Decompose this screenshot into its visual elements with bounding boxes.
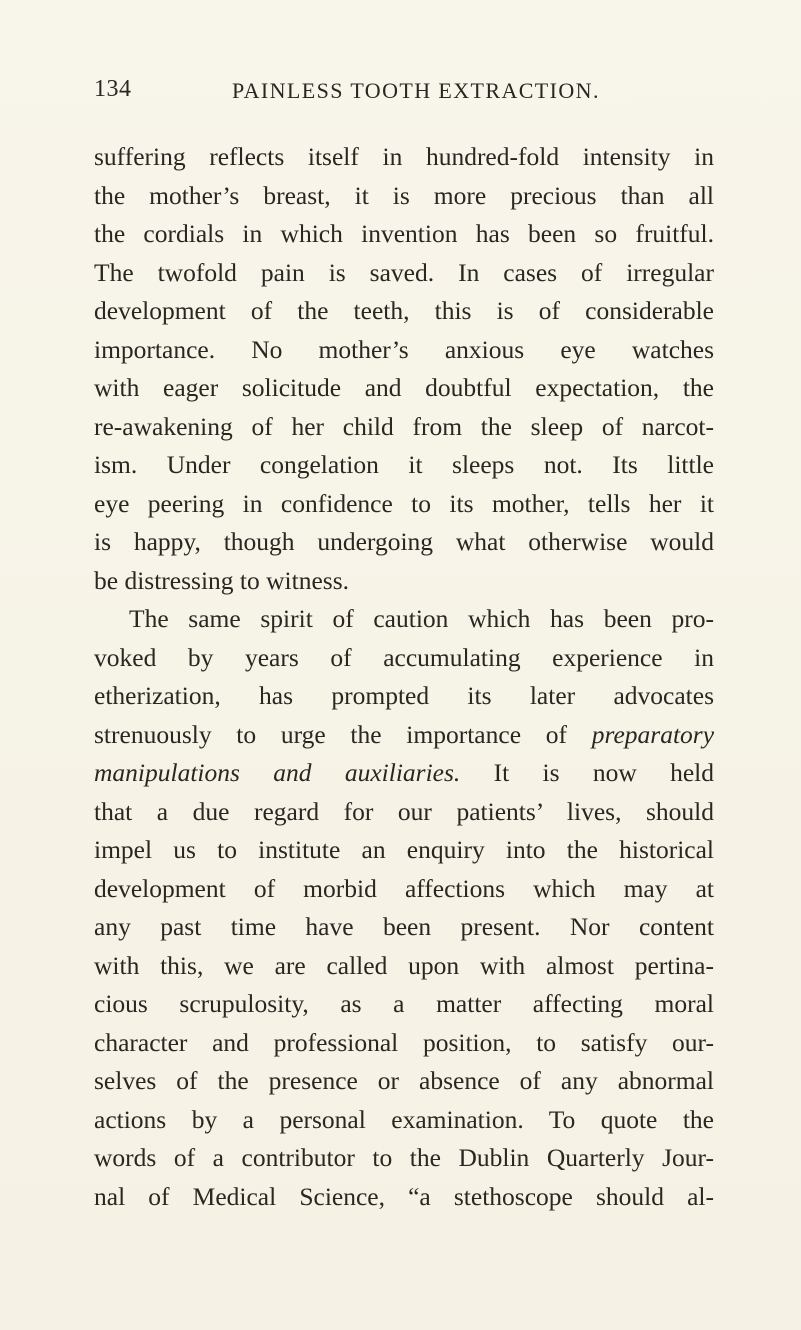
text-line: eye peering in confidence to its mother, tells her it <box>94 488 714 518</box>
page-header <box>94 76 714 112</box>
text-line: with eager solicitude and doubtful expectation, the <box>94 373 714 402</box>
page-number: 134 <box>94 76 132 102</box>
text-line: etherization, has prompted its later advocates <box>94 681 714 710</box>
text-line: re-awakening of her child from the sleep of narcot- <box>94 411 714 441</box>
text-line: nal of Medical Science, “a stethoscope should al- <box>94 1181 714 1211</box>
running-head: PAINLESS TOOTH EXTRACTION. <box>232 78 600 103</box>
text-line: words of a contributor to the Dublin Quarterly Jour- <box>94 1143 714 1172</box>
text-line: The twofold pain is saved. In cases of irregular <box>94 257 714 287</box>
text-line: development of the teeth, this is of considerable <box>94 296 714 325</box>
text-line: character and professional position, to satisfy our- <box>94 1027 714 1057</box>
text-line-mixed <box>94 754 714 793</box>
body-text <box>94 138 714 1216</box>
text-line: The same spirit of caution which has been pro- <box>129 604 714 633</box>
text-line: cious scrupulosity, as a matter affecting moral <box>94 989 714 1018</box>
text-line: any past time have been present. Nor content <box>94 912 714 941</box>
text-line: importance. No mother’s anxious eye watches <box>94 334 714 364</box>
text-segment: It is now held <box>493 758 714 787</box>
text-line: actions by a personal examination. To quote the <box>94 1104 714 1134</box>
text-line-mixed <box>94 716 714 755</box>
text-line: be distressing to witness. <box>94 565 349 595</box>
text-segment: strenuously to urge the importance of <box>94 719 567 749</box>
text-line: suffering reflects itself in hundred-fold intensity in <box>94 142 714 171</box>
text-line: ism. Under congelation it sleeps not. Its little <box>94 450 714 479</box>
text-line: impel us to institute an enquiry into the historical <box>94 835 714 864</box>
text-line: that a due regard for our patients’ lives, should <box>94 796 714 826</box>
text-line: voked by years of accumulating experience in <box>94 642 714 672</box>
text-line: the cordials in which invention has been so fruitful. <box>94 219 714 248</box>
text-line: selves of the presence or absence of any abnormal <box>94 1066 714 1095</box>
text-line: is happy, though undergoing what otherwise would <box>94 527 714 556</box>
text-line: with this, we are called upon with almost pertina- <box>94 950 714 980</box>
text-line: the mother’s breast, it is more precious than all <box>94 180 714 210</box>
italic-phrase: manipulations and auxiliaries. <box>94 758 461 787</box>
text-line: development of morbid affections which may at <box>94 873 714 903</box>
italic-phrase: preparatory <box>591 719 715 749</box>
